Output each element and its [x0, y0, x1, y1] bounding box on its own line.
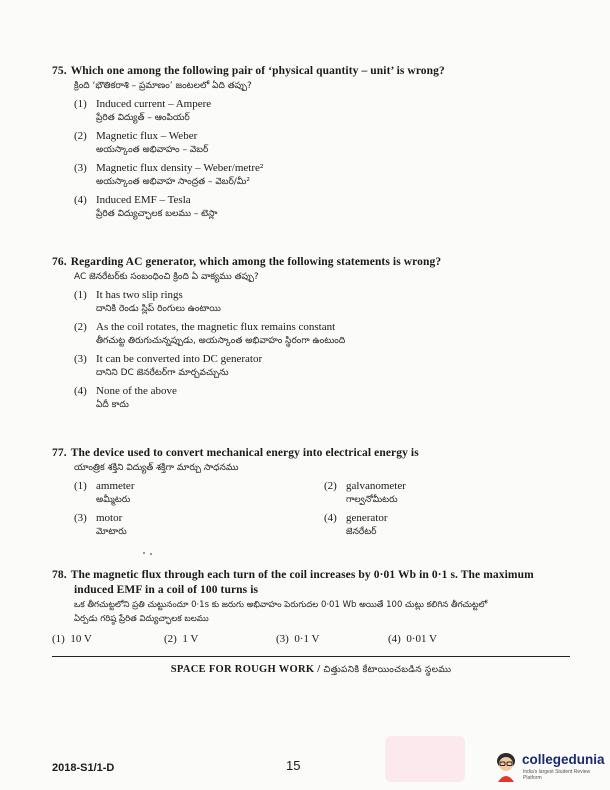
q76-option-4: (4) None of the above ఏదీ కాదు: [74, 385, 177, 410]
q75-option-1: (1) Induced current – Ampere ప్రేరిత విద్యుత్ – ఆంపియర్: [74, 98, 212, 123]
question-77: [52, 446, 580, 539]
q75-option-4: (4) Induced EMF – Tesla ప్రేరిత విద్యుచ్ఛాలక బలము – టెస్లా: [74, 194, 218, 219]
collegedunia-logo: [492, 746, 604, 786]
q78-option-3: (3) 0·1 V: [276, 633, 320, 645]
q75-option-2: (2) Magnetic flux – Weber అయస్కాంత అభివాహం – వెబర్: [74, 130, 209, 155]
q77-option-2: (2) galvanometer గాల్వనోమీటరు: [324, 480, 406, 505]
q78-option-2: (2) 1 V: [164, 633, 199, 645]
question-76: [52, 255, 580, 412]
question-76-telugu: AC జెనరేటర్‌కు సంబంధించి క్రింది ఏ వాక్యము తప్పు?: [74, 272, 259, 282]
question-77-telugu: యాంత్రిక శక్తిని విద్యుత్ శక్తిగా మార్చు సాధనము: [74, 463, 239, 473]
speck: [143, 552, 145, 554]
question-77-text: 77. The device used to convert mechanical energy into electrical energy is: [52, 447, 419, 459]
question-78-telugu-1: ఒక తీగచుట్టలోని ప్రతి చుట్టునందూ 0·1s కు జరుగు అభివాహం పెరుగుదల 0·01 Wb అయితే 100 చుట్లు కలిగిన తీగచుట్టలో: [74, 600, 488, 610]
q77-option-1: (1) ammeter అమ్మీటరు: [74, 480, 135, 505]
paper-stain: [385, 736, 465, 782]
question-75-text: 75. Which one among the following pair of ‘physical quantity – unit’ is wrong?: [52, 65, 445, 77]
q77-option-3: (3) motor మోటారు: [74, 512, 127, 537]
page-number: 15: [286, 758, 301, 773]
q75-option-3: (3) Magnetic flux density – Weber/metre² అయస్కాంత అభివాహ సాంద్రత – వెబర్/మీ²: [74, 162, 264, 187]
q76-option-3: (3) It can be converted into DC generator దానిని DC జెనరేటర్‌గా మార్చవచ్చును: [74, 353, 263, 378]
speck: [150, 553, 152, 555]
q76-option-1: (1) It has two slip rings దానికి రెండు స్లిప్ రింగులు ఉంటాయి: [74, 289, 221, 314]
question-78: [52, 568, 580, 647]
question-76-text: 76. Regarding AC generator, which among the following statements is wrong?: [52, 256, 442, 268]
logo-name: collegedunia: [522, 752, 605, 767]
q78-option-1: (1) 10 V: [52, 633, 92, 645]
rough-work-divider: [52, 656, 570, 657]
rough-work-label: SPACE FOR ROUGH WORK / చిత్తుపనికి కేటాయించబడిన స్థలము: [170, 664, 452, 675]
question-75-telugu: క్రింది ‘భౌతికరాశి – ప్రమాణం’ జంటలలో ఏది తప్పు?: [74, 81, 252, 91]
q76-option-2: (2) As the coil rotates, the magnetic flux remains constant తీగచుట్ట తిరుగుచున్నప్పుడు, అయస్కాంత అభివాహం స్థిరంగా ఉంటుంది: [74, 321, 346, 346]
question-78-text-cont: induced EMF in a coil of 100 turns is: [74, 584, 259, 596]
question-78-text: 78. The magnetic flux through each turn of the coil increases by 0·01 Wb in 0·1 s. The maximum: [52, 569, 534, 581]
question-78-telugu-2: ఏర్పడు గరిష్ఠ ప్రేరిత విద్యుచ్ఛాలక బలము: [74, 614, 209, 624]
booklet-code: 2018-S1/1-D: [52, 762, 115, 774]
question-75: [52, 64, 580, 221]
q78-option-4: (4) 0·01 V: [388, 633, 437, 645]
logo-tagline: India's largest Student Review Platform: [523, 769, 591, 781]
student-avatar-icon: [492, 750, 520, 782]
q77-option-4: (4) generator జెనరేటర్: [324, 512, 388, 537]
